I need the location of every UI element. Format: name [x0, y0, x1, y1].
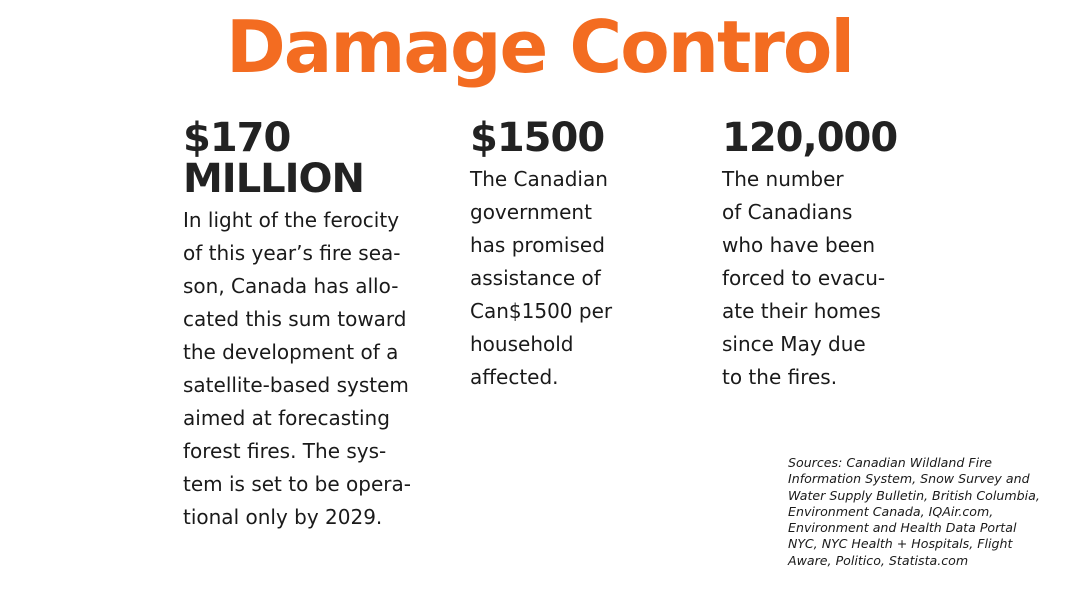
fact-column-assistance	[470, 115, 690, 394]
fact-stat-funding: $170 MILLION	[183, 118, 453, 200]
fact-text-assistance: The Canadian government has promised assistance of Can$1500 per household affected.	[470, 167, 613, 389]
sources-note: Sources: Canadian Wildland Fire Information System, Snow Survey and Water Supply Bulletin, British Columbia, Environment Canada, IQAir.com, Environment and Health Data Portal NYC, NYC Health + Hospitals, Flight Aware, Politico, Statista.com	[788, 455, 1040, 568]
fact-text-funding: In light of the ferocity of this year’s fire sea- son, Canada has allo- cated this sum toward the development of a satellite-based system aimed at forecasting forest fires. The sys- tem is set to be opera- tional only by 2029.	[183, 208, 411, 529]
page-title: Damage Control	[225, 5, 854, 89]
fact-text-evacuees: The number of Canadians who have been forced to evacu- ate their homes since May due to the fires.	[722, 167, 886, 389]
fact-column-funding	[183, 115, 453, 534]
fact-stat-assistance: $1500	[470, 118, 690, 159]
fact-stat-evacuees: 120,000	[722, 118, 932, 159]
fact-column-evacuees	[722, 115, 932, 394]
